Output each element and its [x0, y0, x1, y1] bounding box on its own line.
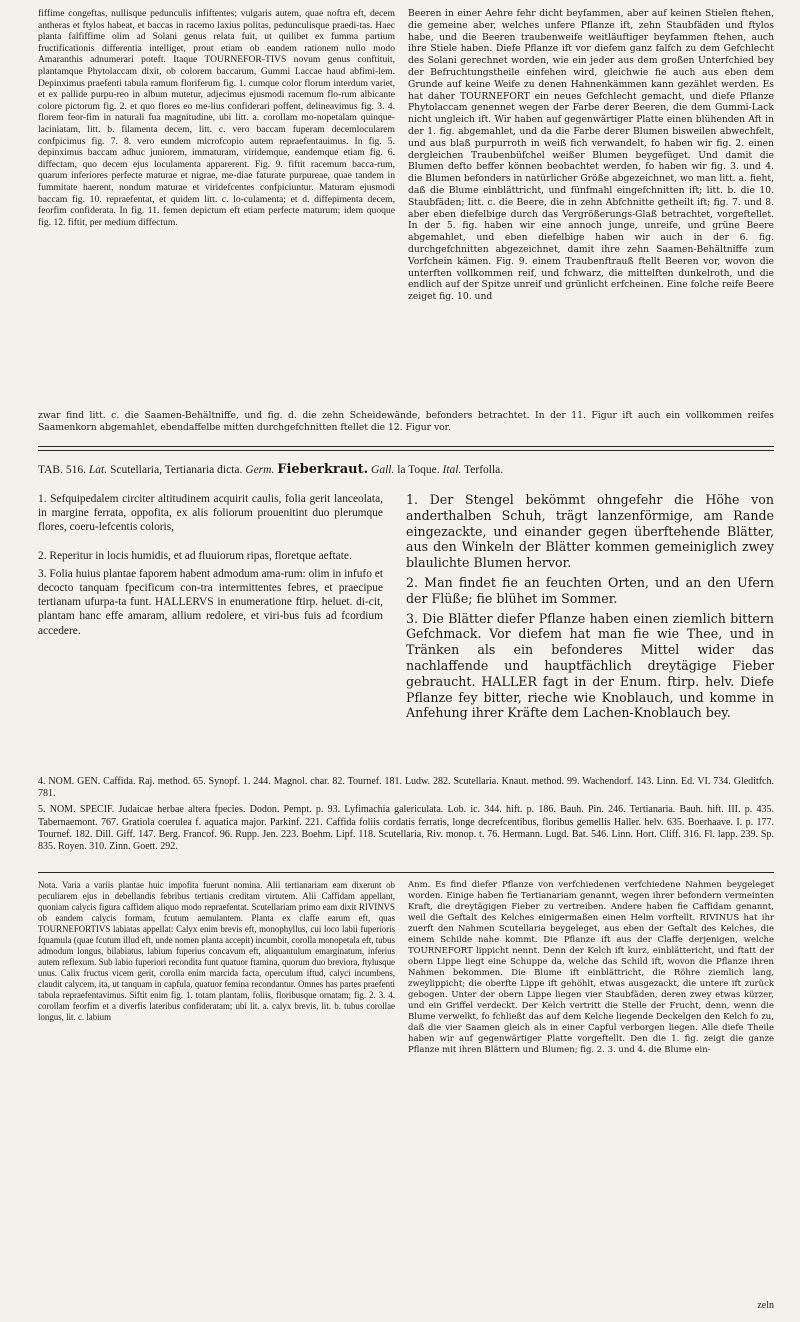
nomen-specificum: 5. NOM. SPECIF. Judaicae herbae altera fpecies. Dodon. Pempt. p. 93. Lyfimachia galericulata. Lob. ic. 344. hift. p. 186. Bauh. Pin. 246. Tertianaria. Bauh. hift. III. p. 435. Tabernaemont. 767. Gratiola coerulea f. aquatica major. Parkinf. 221. Caffida foliis cordatis ferratis, longe decrefcentibus, floribus gemellis Haller. helv. 635. Boerhaave. I. p. 177. Tournef. 182. Dill. Giff. 147. Berg. Francof. 96. Rupp. Jen. 223. Boehm. Lipf. 118. Scutellaria, Riv. monop. t. 76. Hermann. Lugd. Bat. 546. Linn. Hort. Cliff. 316. Fl. lapp. 239. Sp. 835. Royen. 310. Zinn. Goett. 292.: [38, 804, 774, 853]
nota-german-text: Anm. Es find diefer Pflanze von verfchiedenen verfchiedene Nahmen beygeleget worden. Einige haben fie Tertianariam genannt, wegen ihrer befondern vermeinten Kraft, die dreytägigen Fieber zu vertreiben. Andere haben fie Caffidam genannt, weil die Geftalt des Kelches einigermaßen einen Helm vorftellt. RIVINUS hat ihr zuerft den Nahmen Scutellaria beygeleget, aus eben der Geftalt des Kelches, die einem Schilde nahe kommt. Die Pflanze ift aus der Claffe derjenigen, welche TOURNEFORT lippicht nennt. Denn der Kelch ift kurz, einblättericht, und ftatt der obern Lippe liegt eine Schuppe da, welche das Schild ift, wovon die Pflanze ihren Nahmen bekommen. Die Blume ift einblättricht, die Röhre ziemlich lang, zweylippicht; die oberfte Lippe ift gehöhlt, etwas ausgezackt, die untere ift zurück gebogen. Unter der obern Lippe liegen vier Staubfäden, deren zwey etwas kürzer, und ein Griffel verdeckt. Der Kelch vertritt die Stelle der Frucht, denn, wenn die Blume verwelkt, fo fchließt das auf dem Kelche liegende Deckelgen den Kelch fo zu, daß die vier Saamen gleich als in einer Capful verborgen liegen. Alle diefe Theile haben wir auf gegenwärtiger Platte vorgeftellt. Den die 1. fig. zeigt die ganze Pflanze mit ihren Blättern und Blumen; fig. 2. 3. und 4. die Blume ein-: [408, 880, 774, 1055]
top-latin-column: [38, 8, 395, 232]
latin-item-1: 1. Sefquipedalem circiter altitudinem acquirit caulis, folia gerit lanceolata, in margine ferrata, oppofita, ex alis foliorum prouenitint duo plerumque flores, coeru-lefcentis coloris,: [38, 493, 383, 534]
ital-name: Terfolla.: [464, 464, 504, 476]
gall-name: la Toque.: [397, 464, 440, 476]
latin-item-3: 3. Folia huius plantae faporem habent admodum ama-rum: olim in infufo et decocto tanquam fpecificum con-tra intermittentes febres, et praecipue tertianam ufurpa-ta funt. HALLERVS in enumeratione ftirp. heluet. di-cit, plantam hanc effe amaram, allium redolere, et viri-bus fuis ad fcordium accedere.: [38, 567, 383, 637]
lat-label: Lat.: [88, 464, 108, 476]
nota-latin-text: Nota. Varia a variis plantae huic impofita fuerunt nomina. Alii tertianariam eam dixerunt ob peculiarem ejus in debellandis febribus tertianis creditam virtutem. Alii Caffidam appellant, quoniam calycis figura caffidem aliquo modo repraefentat. Scutellariam primo eam dixit RIVINVS ob eandem calycis formam, fcutum aemulantem. Planta ex claffe earum eft, quas TOURNEFORTIVS labiatas appellat: Calyx enim brevis eft, monophyllus, cui loco labii fuperioris fquamula (quae fcutum illud eft, unde nomen planta accepit) incumbit, corolla monopetala eft, tubus admodum longus, bilabiatus, labium fuperius concavum eft, aliquantulum emarginatum, inferius autem reflexum. Sub labio fuperiori recondita funt quatuor ftamina, quorum duo breviora, ftylusque unus. Calix fructus vicem gerit, corolla enim marcida facta, operculum iftud, calyci incumbens, claudit calycem, ita, ut tanquam in capfula, quatuor femina recondantur. Omnes has partes praefenti tabula repraefentavimus. Siftit enim fig. 1. totam plantam, foliis, floribusque ornatam; fig. 2. 3. 4. corollam feorfim et a diverfis lateribus confideratam; ubi lit. a. calyx brevis, lit. b. tubus corollae longus, lit. c. labium: [38, 880, 395, 1022]
german-item-3: 3. Die Blätter diefer Pflanze haben einen ziemlich bittern Gefchmack. Vor diefem hat man fie wie Thee, und in Tränken als ein befonderes Mittel wider das nachlaffende und hauptfächlich dreytägige Fieber gebraucht. HALLER fagt in der Enum. ftirp. helv. Diefe Pflanze fey bitter, rieche wie Knoblauch, und komme in Anfehung ihrer Kräfte dem Lachen-Knoblauch bey.: [406, 610, 774, 721]
nota-german-column: [408, 880, 774, 1060]
upper-rule: [38, 446, 774, 447]
lat-name: Scutellaria, Tertianaria dicta.: [109, 464, 243, 476]
ital-label: Ital.: [442, 464, 462, 476]
nomenclature-block: [38, 776, 774, 857]
nomen-genericum: 4. NOM. GEN. Caffida. Raj. method. 65. Synopf. 1. 244. Magnol. char. 82. Tournef. 181. Ludw. 282. Scutellaria. Knaut. method. 99. Wachendorf. 143. Linn. Ed. VI. 734. Gleditfch. 781.: [38, 776, 774, 800]
latin-item-2: 2. Reperitur in locis humidis, et ad fluuiorum ripas, floretque aeftate.: [38, 549, 352, 562]
top-german-column: [408, 8, 774, 307]
germ-label: Germ.: [245, 464, 275, 476]
lower-rule: [38, 872, 774, 873]
top-full-width-line: [38, 410, 774, 438]
tab-number: TAB. 516.: [38, 464, 86, 476]
catchword: zeln: [757, 1300, 774, 1311]
german-item-1: 1. Der Stengel bekömmt ohngefehr die Höhe von anderthalben Schuh, trägt lanzenförmige, am Rande eingezackte, und einander gegen überftehende Blätter, aus den Winkeln der Blätter kommen gemeiniglich zwey blaulichte Blumen hervor.: [406, 492, 774, 571]
germ-name: Fieberkraut.: [277, 462, 369, 477]
middle-german-column: [406, 492, 774, 725]
gall-label: Gall.: [371, 464, 395, 476]
nota-latin-column: [38, 880, 395, 1027]
top-full-line-text: zwar find litt. c. die Saamen-Behältniffe, und fig. d. die zehn Scheidewände, befonders betrachtet. In der 11. Figur ift auch ein vollkommen reifes Saamenkorn abgemahlet, ebendaffelbe mitten durchgefchnitten ftellet die 12. Figur vor.: [38, 410, 774, 433]
plate-heading: [38, 462, 774, 478]
middle-latin-column: [38, 492, 383, 642]
german-item-2: 2. Man findet fie an feuchten Orten, und an den Ufern der Flüße; fie blühet im Sommer.: [406, 574, 774, 606]
top-german-paragraph: Beeren in einer Aehre fehr dicht beyfammen, aber auf keinen Stielen ftehen, die gemeine aber, welches unfere Pflanze ift, zehn Staubfäden und ftylos habe, und die Beeren traubenweife weitläuftiger beyfammen ftehen, auch ihre Stiele haben. Diefe Pflanze ift vor diefem ganz falfch zu dem Gefchlecht des Solani gerechnet worden, wie ein jeder aus dem großen Unterfchied bey der Befruchtungstheile einfehen wird, gleichwie fie auch aus eben dem Grunde auf keine Weife zu denen Hahnenkämmen kann gezählet werden. Es hat daher TOURNEFORT ein neues Gefchlecht gemacht, und diefe Pflanze Phytolaccam genennet wegen der Farbe derer Beeren, die dem Gummi-Lack nicht ungleich ift. Wir haben auf gegenwärtiger Platte einen blühenden Aft in der 1. fig. abgemahlet, und da die Farbe derer Blumen bisweilen abwechfelt, und aus blaß purpurroth in weiß fich verwandelt, fo haben wir fig. 2. einen dergleichen Traubenbüfchel weißer Blumen beygefüget. Und damit die Blumen defto beffer können beobachtet werden, fo haben wir fig. 3. und 4. die Blumen befonders in natürlicher Größe abgezeichnet, wo man litt. a. fieht, daß die Blume einblättricht, und fünfmahl eingefchnitten ift; litt. b. die 10. Staubfäden; litt. c. die Beere, die in zehn Abfchnitte getheilt ift; fig. 7. und 8. aber eben diefelbige durch das Vergrößerungs-Glaß betrachtet, vorgeftellet. In der 5. fig. haben wir eine annoch junge, unreife, und grüne Beere abgemahlet, und eben diefelbige haben wir auch in der 6. fig. durchgefchnitten abgezeichnet, damit ihre zehn Saamen-Behältniffe zum Vorfchein kämen. Fig. 9. einem Traubenftrauß ftellt Beeren vor, wovon die unterften vollkommen reif, und fchwarz, die mittelften dunkelroth, und die endlich auf der Spitze unreif und grünlicht erfcheinen. Eine folche reife Beere zeiget fig. 10. und: [408, 8, 774, 303]
top-latin-paragraph: fiffime congeftas, nullisque pedunculis infiftentes; vulgaris autem, quae noftra eft, decem antheras et ftylos habeat, et baccas in racemo laxius politas, pedunculisque praedi-tas. Haec planta falfiffime olim ad Solani genus relata fuit, ut quilibet ex fumma partium fructificationis differentia intelliget, prout etiam ob eandem rationem nullo modo Amaranthis adnumerari poteft. Itaque TOURNEFOR-TIVS novum genus conftituit, plantamque Phytolaccam dixit, ob colorem baccarum, Gummi Laccae haud abfimi-lem. Depinximus praefenti tabula ramum floriferum fig. 1. cumque color florum interdum variet, et ex pallide purpu-reo in album mutetur, adjecimus ejusmodi racemum flo-rum albicante colore pictorum fig. 2. et quo flores eo me-lius confiderari poffent, delineavimus fig. 3. 4. florem feor-fim in naturali fua magnitudine, ubi litt. a. corollam mo-nopetalam quinque-laciniatam, litt. b. filamenta decem, litt. c. vero baccam fuperam decemlocularem confpicimus fig. 7. 8. vero eundem microfcopio autem repraefentauimus. In fig. 5. depinximus baccam adhuc juniorem, immaturam, viridemque, eandemque etiam fig. 6. diffectam, quo decem ejus loculamenta apparerent. Fig. 9. fiftit racemum bacca-rum, quarum inferiores perfecte maturae et nigrae, me-diae faturate purpureae, quae tandem in fummitate haerent, nondum maturae et viridefcentes confpiciuntur. Maturam ejusmodi baccam fig. 10. repraefentat, et quidem litt. c. lo-culamenta; et d. diffepimenta decem, feorfim confiderata. In fig. 11. femen depictum eft etiam perfecte maturum; idem quoque fig. 12. fiftit, per medium diffectum.: [38, 8, 395, 228]
upper-rule-second: [38, 450, 774, 451]
